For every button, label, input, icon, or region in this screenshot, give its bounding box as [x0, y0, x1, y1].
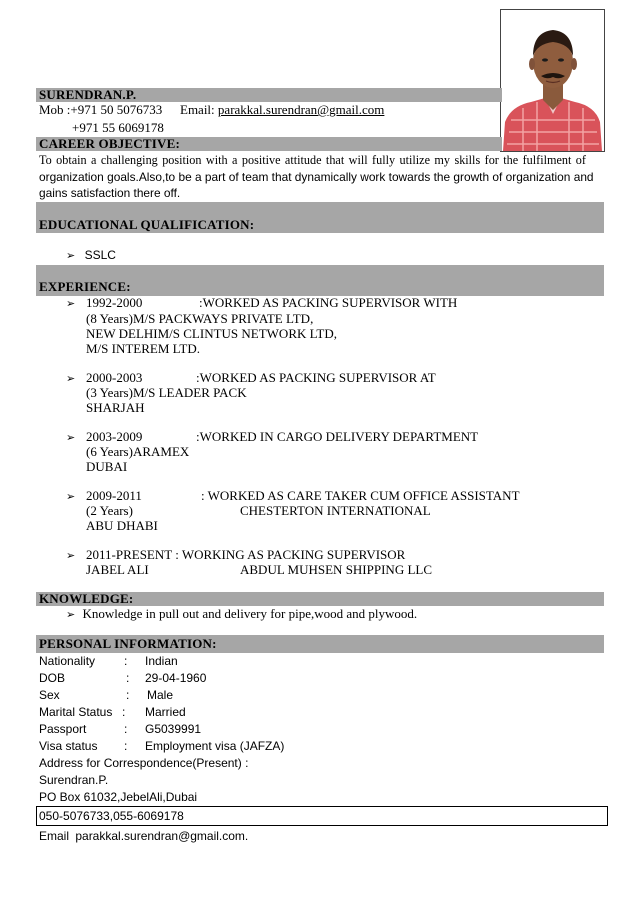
exp1-role: :WORKED AS PACKING SUPERVISOR WITH	[199, 295, 458, 310]
exp4-line-2: ABU DHABI	[86, 518, 158, 533]
exp2-role: :WORKED AS PACKING SUPERVISOR AT	[196, 370, 436, 385]
exp2-line-2: SHARJAH	[86, 400, 145, 415]
visa-status-sep: :	[124, 739, 128, 753]
mobile-number	[39, 102, 162, 118]
sex-value: Male	[147, 688, 174, 702]
knowledge-item-label: Knowledge in pull out and delivery for pipe,wood and plywood.	[82, 606, 418, 621]
nationality-label: Nationality	[39, 654, 96, 668]
email-label: Email:	[180, 102, 215, 117]
education-heading: EDUCATIONAL QUALIFICATION:	[39, 217, 255, 232]
exp2-line-1: (3 Years)M/S LEADER PACK	[86, 385, 247, 400]
arrow-bullet-icon: ➢	[66, 609, 76, 621]
exp3-role: :WORKED IN CARGO DELIVERY DEPARTMENT	[196, 429, 479, 444]
passport-label: Passport	[39, 722, 87, 736]
candidate-name: SURENDRAN.P.	[39, 87, 137, 102]
address-name: Surendran.P.	[39, 773, 109, 787]
sex-label: Sex	[39, 688, 60, 702]
marital-status-sep: :	[122, 705, 126, 719]
objective-line-3: gains satisfaction there off.	[39, 186, 181, 200]
knowledge-heading: KNOWLEDGE:	[39, 591, 134, 606]
passport-value: G5039991	[145, 722, 202, 736]
mobile-number-2: +971 55 6069178	[72, 120, 164, 135]
marital-status-value: Married	[145, 705, 186, 719]
exp4-period: 2009-2011	[86, 488, 142, 503]
experience-item-2	[66, 370, 75, 386]
exp5-period: 2011-PRESENT : WORKING AS PACKING SUPERVISOR	[86, 547, 406, 562]
exp1-period: 1992-2000	[86, 295, 143, 310]
email-row	[180, 102, 384, 118]
visa-status-label: Visa status	[39, 739, 98, 753]
experience-item-5	[66, 547, 75, 563]
education-item-label: SSLC	[84, 248, 116, 262]
profile-photo	[500, 9, 605, 152]
experience-heading: EXPERIENCE:	[39, 279, 131, 294]
exp4-line-1-right: CHESTERTON INTERNATIONAL	[240, 503, 431, 518]
education-item	[66, 248, 116, 262]
exp4-line-1-left: (2 Years)	[86, 503, 133, 518]
footer-email: Email parakkal.surendran@gmail.com.	[39, 829, 249, 843]
experience-item-4	[66, 488, 75, 504]
visa-status-value: Employment visa (JAFZA)	[145, 739, 285, 753]
marital-status-label: Marital Status	[39, 705, 113, 719]
exp2-period: 2000-2003	[86, 370, 143, 385]
passport-sep: :	[124, 722, 128, 736]
exp3-line-1: (6 Years)ARAMEX	[86, 444, 190, 459]
sex-sep: :	[126, 688, 130, 702]
dob-sep: :	[126, 671, 130, 685]
person-portrait-icon	[501, 10, 604, 151]
personal-info-heading: PERSONAL INFORMATION:	[39, 636, 217, 651]
nationality-sep: :	[124, 654, 128, 668]
arrow-bullet-icon: ➢	[66, 491, 76, 503]
exp4-role: : WORKED AS CARE TAKER CUM OFFICE ASSISTANT	[201, 488, 520, 503]
exp1-line-3: M/S INTEREM LTD.	[86, 341, 200, 356]
career-objective-heading: CAREER OBJECTIVE:	[39, 136, 181, 151]
email-link[interactable]: parakkal.surendran@gmail.com	[217, 102, 385, 117]
arrow-bullet-icon: ➢	[66, 373, 76, 385]
dob-value: 29-04-1960	[145, 671, 207, 685]
arrow-bullet-icon: ➢	[66, 550, 76, 562]
phone-numbers: 050-5076733,055-6069178	[39, 809, 184, 823]
exp1-line-1: (8 Years)M/S PACKWAYS PRIVATE LTD,	[86, 311, 314, 326]
arrow-bullet-icon: ➢	[66, 250, 76, 262]
arrow-bullet-icon: ➢	[66, 298, 76, 310]
arrow-bullet-icon: ➢	[66, 432, 76, 444]
knowledge-item	[66, 606, 417, 622]
exp1-line-2: NEW DELHIM/S CLINTUS NETWORK LTD,	[86, 326, 337, 341]
exp3-line-2: DUBAI	[86, 459, 128, 474]
nationality-value: Indian	[145, 654, 178, 668]
exp5-line-right: ABDUL MUHSEN SHIPPING LLC	[240, 562, 433, 577]
experience-item-1	[66, 295, 75, 311]
experience-item-3	[66, 429, 75, 445]
objective-line-1: To obtain a challenging position with a positive attitude that will fully utilize my skills for the fulfilment of	[39, 153, 586, 167]
dob-label: DOB	[39, 671, 66, 685]
exp3-period: 2003-2009	[86, 429, 143, 444]
mobile-label: Mob :+971 50 5076733	[39, 102, 163, 117]
objective-line-2: organization goals.Also,to be a part of team that dynamically work towards the growth of organization and	[39, 170, 594, 184]
address-label: Address for Correspondence(Present) :	[39, 756, 249, 770]
address-po-box: PO Box 61032,JebelAli,Dubai	[39, 790, 198, 804]
exp5-line-left: JABEL ALI	[86, 562, 149, 577]
